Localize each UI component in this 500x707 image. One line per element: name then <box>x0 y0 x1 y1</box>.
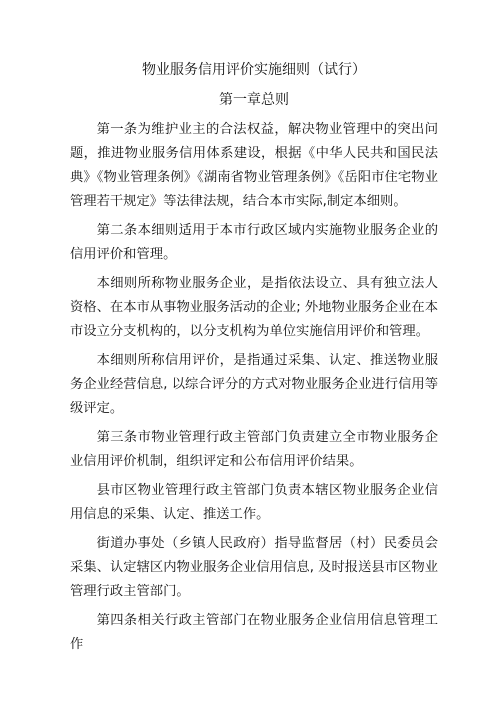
paragraph-enterprise-definition: 本细则所称物业服务企业，是指依法设立、具有独立法人资格、在本市从事物业服务活动的企业; 外地物业服务企业在本市设立分支机构的，以分支机构为单位实施信用评价和管理。 <box>70 276 438 339</box>
paragraph-credit-evaluation-definition: 本细则所称信用评价，是指通过采集、认定、推送物业服务企业经营信息, 以综合评分的方式对物业服务企业进行信用等级评定。 <box>70 353 438 416</box>
paragraph-article-2: 第二条本细则适用于本市行政区域内实施物业服务企业的信用评价和管理。 <box>70 223 438 262</box>
paragraph-article-4: 第四条相关行政主管部门在物业服务企业信用信息管理工作 <box>70 613 438 652</box>
paragraph-street-office-responsibility: 街道办事处（乡镇人民政府）指导监督居（村）民委员会采集、认定辖区内物业服务企业信用信息, 及时报送县市区物业管理行政主管部门。 <box>70 536 438 599</box>
paragraph-county-responsibility: 县市区物业管理行政主管部门负责本辖区物业服务企业信用信息的采集、认定、推送工作。 <box>70 483 438 522</box>
document-title: 物业服务信用评价实施细则（试行） <box>142 62 366 78</box>
paragraph-article-1: 第一条为维护业主的合法权益，解决物业管理中的突出问题，推进物业服务信用体系建设，根据《中华人民共和国民法典》《物业管理条例》《湖南省物业管理条例》《岳阳市住宅物业管理若干规定》等法律法规，结合本市实际,制定本细则。 <box>70 122 438 209</box>
paragraph-article-3: 第三条市物业管理行政主管部门负责建立全市物业服务企业信用评价机制，组织评定和公布信用评价结果。 <box>70 430 438 469</box>
chapter-heading: 第一章总则 <box>219 92 289 108</box>
